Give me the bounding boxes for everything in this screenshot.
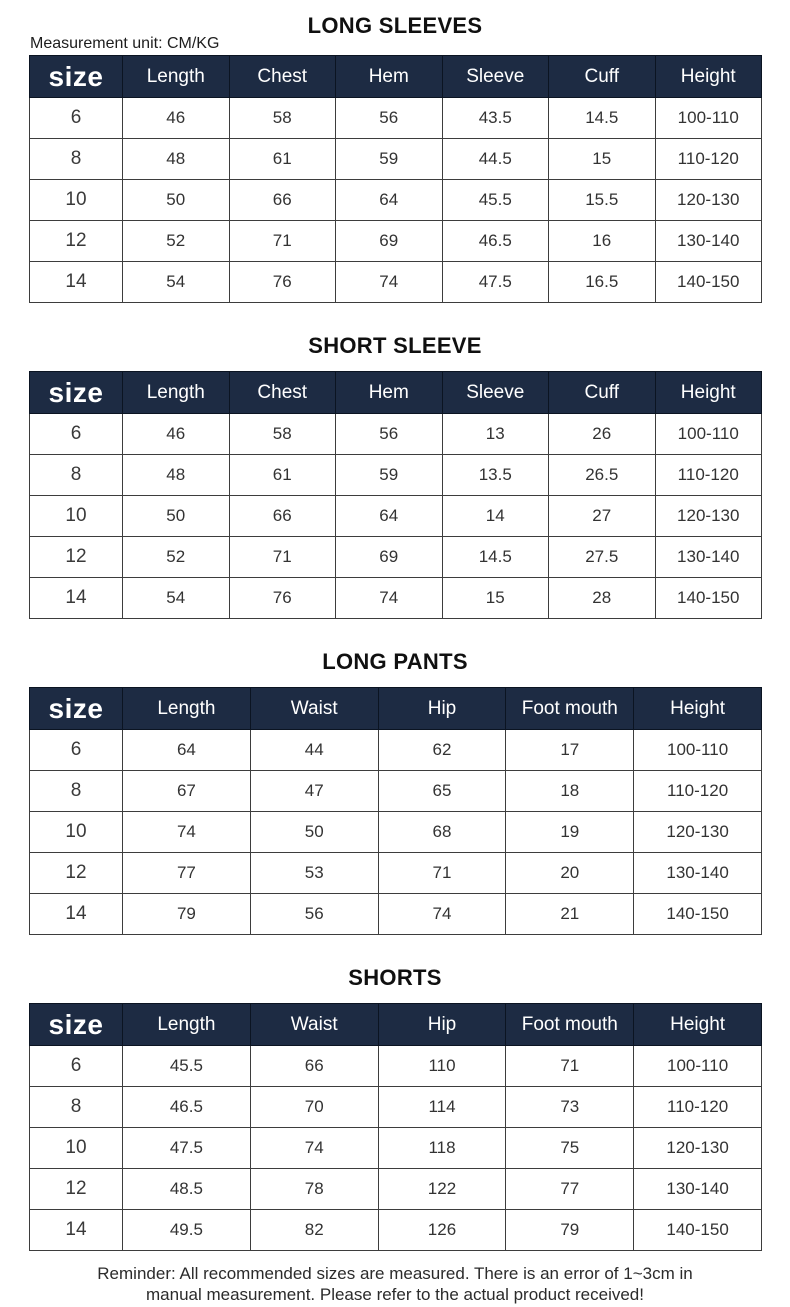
measurement-unit-note: Measurement unit: CM/KG [30,35,220,52]
table-cell: 14.5 [442,537,549,578]
header-row [30,688,762,730]
table-cell: 16 [549,221,656,262]
table-cell: 12 [30,221,123,262]
table-cell: 79 [506,1210,634,1251]
table-cell: 8 [30,771,123,812]
column-header: Height [655,372,762,414]
table-cell: 65 [378,771,506,812]
table-cell: 140-150 [634,1210,762,1251]
column-header: size [30,688,123,730]
table-title-short-sleeve: SHORT SLEEVE [308,333,482,358]
table-cell: 28 [549,578,656,619]
column-header: size [30,56,123,98]
column-header: Waist [250,1004,378,1046]
table-cell: 56 [250,894,378,935]
table-cell: 66 [229,180,336,221]
table-cell: 64 [336,180,443,221]
table-cell: 126 [378,1210,506,1251]
table-cell: 56 [336,98,443,139]
table-cell: 48 [123,139,230,180]
table-cell: 49.5 [123,1210,251,1251]
table-cell: 74 [378,894,506,935]
table-row [30,537,762,578]
table-cell: 44 [250,730,378,771]
table-cell: 120-130 [655,180,762,221]
table-cell: 66 [250,1046,378,1087]
table-cell: 130-140 [655,221,762,262]
column-header: Length [123,688,251,730]
column-header: Hip [378,688,506,730]
column-header: Hem [336,56,443,98]
table-cell: 44.5 [442,139,549,180]
table-long-sleeves [29,55,762,303]
column-header: Length [123,372,230,414]
column-header: Height [634,1004,762,1046]
reminder-line-1: Reminder: All recommended sizes are measured. There is an error of 1~3cm in [97,1264,693,1283]
table-cell: 67 [123,771,251,812]
table-cell: 69 [336,537,443,578]
table-cell: 12 [30,537,123,578]
table-cell: 68 [378,812,506,853]
table-cell: 27 [549,496,656,537]
table-cell: 46 [123,98,230,139]
table-cell: 59 [336,139,443,180]
table-cell: 122 [378,1169,506,1210]
table-cell: 140-150 [634,894,762,935]
table-cell: 8 [30,455,123,496]
table-cell: 12 [30,853,123,894]
table-title-long-sleeves: LONG SLEEVES [307,13,483,38]
table-row [30,414,762,455]
reminder-line-2: manual measurement. Please refer to the actual product received! [146,1285,644,1305]
table-cell: 50 [123,180,230,221]
table-cell: 47.5 [442,262,549,303]
table-cell: 14.5 [549,98,656,139]
table-cell: 8 [30,1087,123,1128]
table-row [30,221,762,262]
table-cell: 50 [250,812,378,853]
table-cell: 6 [30,98,123,139]
table-title-shorts: SHORTS [348,965,442,990]
table-cell: 15.5 [549,180,656,221]
table-cell: 110-120 [655,455,762,496]
table-cell: 64 [123,730,251,771]
table-row [30,1210,762,1251]
table-cell: 130-140 [655,537,762,578]
table-cell: 46.5 [123,1087,251,1128]
table-row [30,894,762,935]
table-row [30,578,762,619]
table-row [30,771,762,812]
table-cell: 6 [30,730,123,771]
table-cell: 77 [123,853,251,894]
table-cell: 76 [229,262,336,303]
table-cell: 114 [378,1087,506,1128]
table-cell: 130-140 [634,1169,762,1210]
table-cell: 140-150 [655,578,762,619]
table-cell: 14 [442,496,549,537]
table-title-long-pants: LONG PANTS [322,649,468,674]
column-header: Height [655,56,762,98]
table-cell: 52 [123,221,230,262]
table-cell: 120-130 [655,496,762,537]
table-cell: 10 [30,812,123,853]
table-cell: 6 [30,1046,123,1087]
table-cell: 27.5 [549,537,656,578]
table-cell: 100-110 [634,730,762,771]
table-cell: 50 [123,496,230,537]
table-short-sleeve [29,371,762,619]
table-cell: 52 [123,537,230,578]
table-cell: 14 [30,1210,123,1251]
table-cell: 48.5 [123,1169,251,1210]
sheet-header [0,0,790,55]
table-cell: 76 [229,578,336,619]
table-cell: 120-130 [634,812,762,853]
table-cell: 8 [30,139,123,180]
table-cell: 82 [250,1210,378,1251]
table-cell: 78 [250,1169,378,1210]
table-cell: 73 [506,1087,634,1128]
column-header: Chest [229,372,336,414]
table-cell: 20 [506,853,634,894]
column-header: Cuff [549,56,656,98]
table-row [30,98,762,139]
column-header: Hem [336,372,443,414]
column-header: size [30,1004,123,1046]
table-cell: 74 [123,812,251,853]
table-cell: 56 [336,414,443,455]
column-header: Height [634,688,762,730]
table-cell: 46.5 [442,221,549,262]
table-cell: 54 [123,578,230,619]
table-cell: 58 [229,98,336,139]
table-cell: 48 [123,455,230,496]
table-row [30,455,762,496]
table-row [30,139,762,180]
table-cell: 61 [229,139,336,180]
table-row [30,1046,762,1087]
table-cell: 110-120 [634,771,762,812]
table-cell: 21 [506,894,634,935]
table-cell: 10 [30,1128,123,1169]
table-row [30,1169,762,1210]
table-cell: 74 [336,578,443,619]
table-cell: 18 [506,771,634,812]
table-row [30,496,762,537]
table-cell: 26 [549,414,656,455]
table-cell: 71 [229,221,336,262]
table-row [30,262,762,303]
table-cell: 110 [378,1046,506,1087]
table-cell: 15 [549,139,656,180]
column-header: Sleeve [442,56,549,98]
table-row [30,730,762,771]
table-cell: 46 [123,414,230,455]
table-cell: 61 [229,455,336,496]
table-cell: 69 [336,221,443,262]
table-row [30,812,762,853]
table-cell: 100-110 [655,414,762,455]
header-row [30,1004,762,1046]
table-cell: 10 [30,180,123,221]
column-header: Foot mouth [506,1004,634,1046]
table-cell: 53 [250,853,378,894]
table-cell: 58 [229,414,336,455]
table-row [30,180,762,221]
table-cell: 71 [506,1046,634,1087]
table-cell: 13.5 [442,455,549,496]
table-cell: 62 [378,730,506,771]
table-cell: 10 [30,496,123,537]
table-row [30,1087,762,1128]
table-cell: 118 [378,1128,506,1169]
table-cell: 45.5 [442,180,549,221]
table-cell: 14 [30,894,123,935]
table-cell: 26.5 [549,455,656,496]
table-shorts [29,1003,762,1251]
header-row [30,56,762,98]
column-header: Length [123,56,230,98]
table-cell: 47 [250,771,378,812]
table-cell: 79 [123,894,251,935]
table-cell: 15 [442,578,549,619]
table-cell: 13 [442,414,549,455]
table-cell: 110-120 [634,1087,762,1128]
table-cell: 45.5 [123,1046,251,1087]
table-cell: 77 [506,1169,634,1210]
column-header: Cuff [549,372,656,414]
table-cell: 6 [30,414,123,455]
column-header: Chest [229,56,336,98]
table-cell: 140-150 [655,262,762,303]
column-header: Sleeve [442,372,549,414]
table-row [30,853,762,894]
table-cell: 74 [250,1128,378,1169]
table-cell: 16.5 [549,262,656,303]
table-cell: 43.5 [442,98,549,139]
table-long-pants [29,687,762,935]
table-cell: 71 [229,537,336,578]
column-header: Length [123,1004,251,1046]
table-cell: 74 [336,262,443,303]
table-row [30,1128,762,1169]
column-header: Waist [250,688,378,730]
table-cell: 70 [250,1087,378,1128]
table-cell: 100-110 [655,98,762,139]
reminder-text [0,1263,790,1306]
table-cell: 120-130 [634,1128,762,1169]
table-cell: 66 [229,496,336,537]
header-row [30,372,762,414]
table-cell: 14 [30,578,123,619]
column-header: Hip [378,1004,506,1046]
table-cell: 54 [123,262,230,303]
table-cell: 47.5 [123,1128,251,1169]
column-header: size [30,372,123,414]
table-cell: 130-140 [634,853,762,894]
table-cell: 12 [30,1169,123,1210]
column-header: Foot mouth [506,688,634,730]
table-cell: 14 [30,262,123,303]
table-cell: 75 [506,1128,634,1169]
table-cell: 17 [506,730,634,771]
table-cell: 110-120 [655,139,762,180]
table-cell: 64 [336,496,443,537]
table-cell: 59 [336,455,443,496]
table-cell: 19 [506,812,634,853]
table-cell: 71 [378,853,506,894]
table-cell: 100-110 [634,1046,762,1087]
